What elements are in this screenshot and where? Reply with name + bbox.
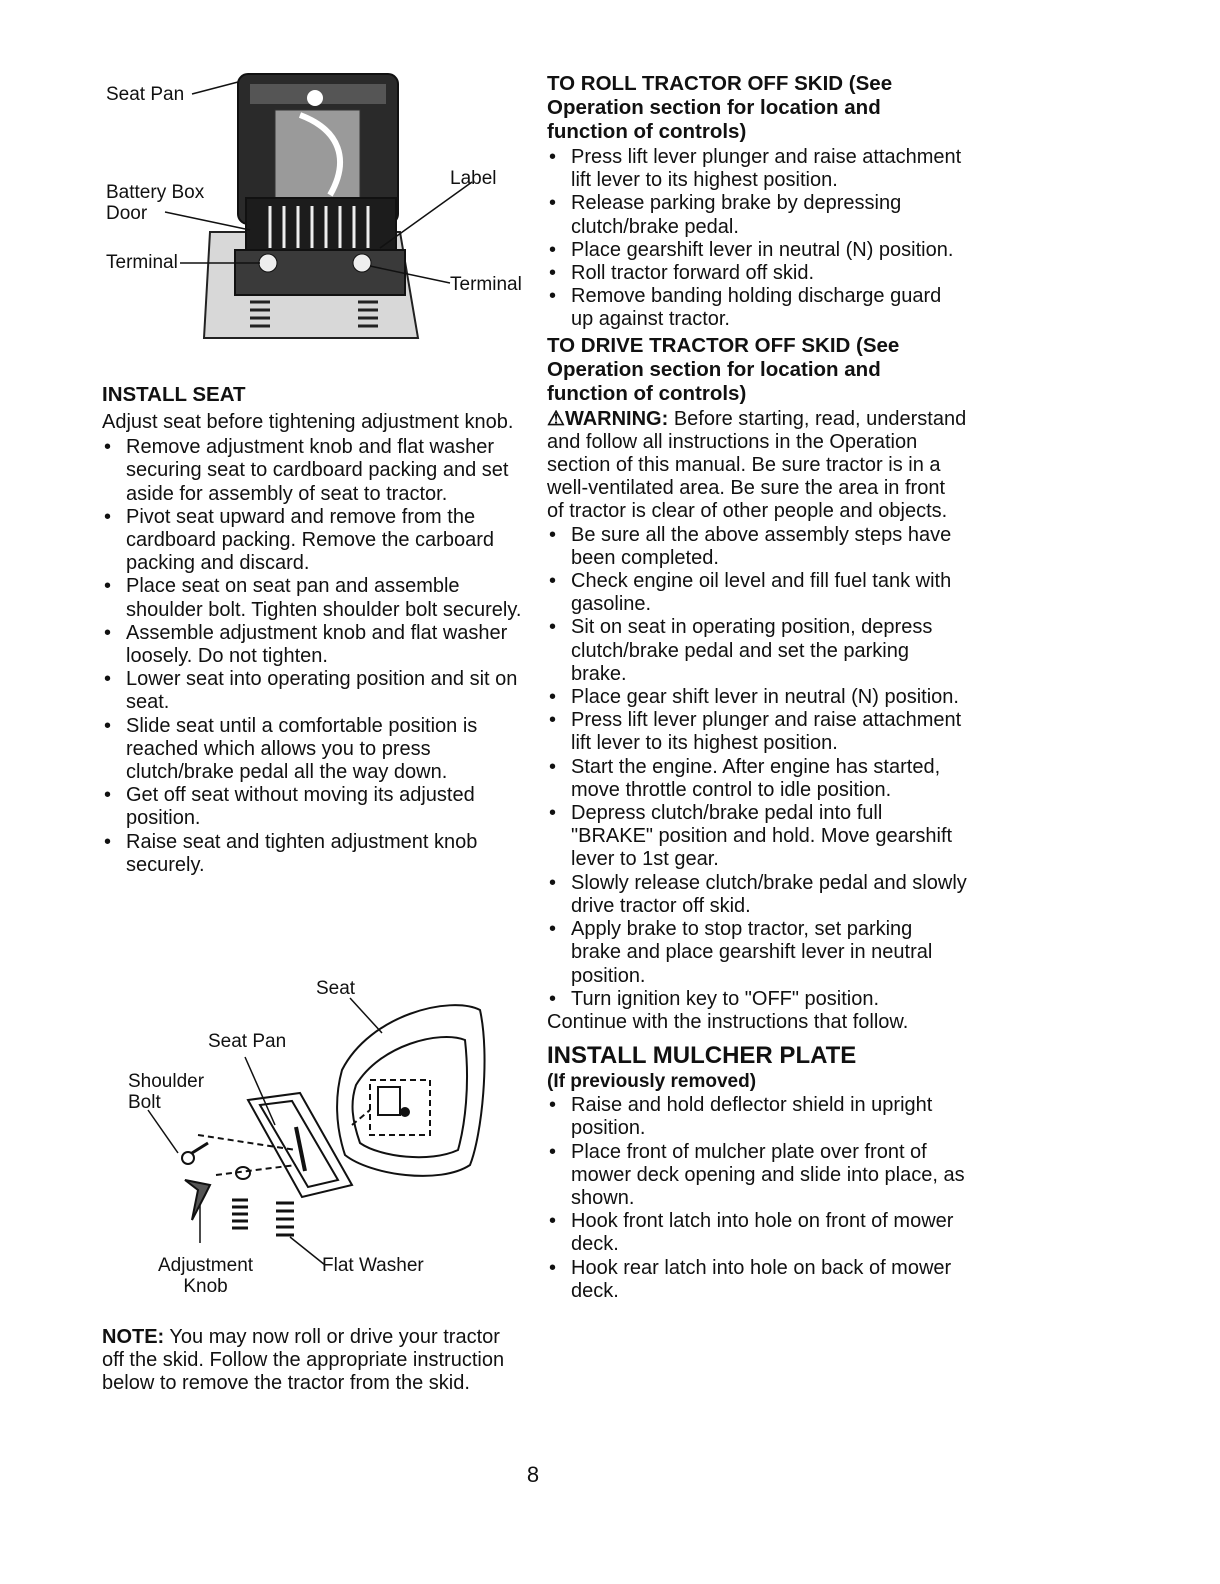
note-paragraph [102,1326,522,1396]
label-adjustment-knob-line1: Adjustment [158,1255,254,1276]
list-item: • Slowly release clutch/brake pedal and slowly drive tractor off skid. [547,872,967,918]
list-item: • Start the engine. After engine has started, move throttle control to idle position. [547,756,967,802]
label-adjustment-knob [158,1255,253,1297]
list-item: • Place gearshift lever in neutral (N) position. [547,239,967,262]
roll-off-title [547,72,967,144]
mulcher-title: INSTALL MULCHER PLATE [547,1042,857,1070]
label-seat-pan: Seat Pan [106,84,185,105]
label-shoulder-bolt [128,1071,204,1113]
warning-label: WARNING: [564,407,669,430]
label-battery-box-door [106,182,204,224]
list-item: • Hook front latch into hole on front of mower deck. [547,1210,967,1256]
drive-off-title-line2: Operation section for location and [547,357,881,381]
drive-off-title-line1: TO DRIVE TRACTOR OFF SKID (See [547,333,900,357]
list-item: • Place gear shift lever in neutral (N) position. [547,686,967,709]
list-item: • Pivot seat upward and remove from the cardboard packing. Remove the carboard packing and discard. [102,506,526,576]
label-terminal-left: Terminal [106,252,178,273]
list-item: • Slide seat until a comfortable position is reached which allows you to press clutch/brake pedal all the way down. [102,715,526,785]
roll-off-title-line2: Operation section for location and [547,96,881,119]
battery-figure [100,70,530,345]
list-item: • Hook rear latch into hole on back of mower deck. [547,1257,967,1303]
list-item: • Press lift lever plunger and raise attachment lift lever to its highest position. [547,146,967,192]
install-seat-title: INSTALL SEAT [102,383,246,406]
roll-off-steps [547,146,967,332]
mulcher-steps [547,1094,967,1303]
list-item: • Apply brake to stop tractor, set parking brake and place gearshift lever in neutral position. [547,918,967,988]
label-battery-box-door-line2: Door [106,203,148,224]
install-seat-steps [102,436,526,877]
roll-off-title-line1: TO ROLL TRACTOR OFF SKID (See [547,72,893,95]
seat-figure [120,975,520,1305]
label-battery-box-door-line1: Battery Box [106,182,205,203]
list-item: • Roll tractor forward off skid. [547,262,967,285]
install-seat-section [102,383,526,877]
drive-off-steps [547,524,967,1011]
list-item: • Place front of mulcher plate over front of mower deck opening and slide into place, as shown. [547,1141,967,1211]
label-adjustment-knob-line2: Knob [183,1276,228,1297]
list-item: • Remove banding holding discharge guard up against tractor. [547,285,967,331]
label-flat-washer: Flat Washer [322,1255,424,1276]
warning-icon: ⚠ [547,407,565,430]
list-item: • Get off seat without moving its adjusted position. [102,784,526,830]
list-item: • Turn ignition key to "OFF" position. [547,988,967,1011]
list-item: • Raise seat and tighten adjustment knob securely. [102,831,526,877]
list-item: • Check engine oil level and fill fuel tank with gasoline. [547,570,967,616]
warning-text: Before starting, read, understand and follow all instructions in the Operation section of this manual. Be sure tractor is in a well-ventilated area. Be sure the area in front of tractor is clear of other people and objects. [547,407,967,523]
label-shoulder-bolt-line1: Shoulder [128,1071,205,1092]
mulcher-subtitle: (If previously removed) [547,1071,757,1093]
label-label: Label [450,168,497,189]
list-item: • Place seat on seat pan and assemble shoulder bolt. Tighten shoulder bolt securely. [102,575,526,621]
label-seat-pan: Seat Pan [208,1031,287,1052]
label-shoulder-bolt-line2: Bolt [128,1092,161,1113]
list-item: • Press lift lever plunger and raise attachment lift lever to its highest position. [547,709,967,755]
roll-off-title-line3: function of controls) [547,120,747,143]
drive-off-title [547,334,967,406]
list-item: • Remove adjustment knob and flat washer securing seat to cardboard packing and set aside for assembly of seat to tractor. [102,436,526,506]
warning-paragraph [547,408,967,524]
right-column [547,72,967,1303]
list-item: • Lower seat into operating position and sit on seat. [102,668,526,714]
page-number: 8 [526,1462,540,1487]
note-label: NOTE: [102,1326,165,1348]
list-item: • Depress clutch/brake pedal into full "BRAKE" position and hold. Move gearshift lever to 1st gear. [547,802,967,872]
continue-text: Continue with the instructions that follow. [547,1010,909,1033]
list-item: • Sit on seat in operating position, depress clutch/brake pedal and set the parking brake. [547,616,967,686]
label-terminal-right: Terminal [450,274,522,295]
install-seat-intro: Adjust seat before tightening adjustment knob. [102,411,514,433]
label-seat: Seat [316,978,356,999]
list-item: • Assemble adjustment knob and flat washer loosely. Do not tighten. [102,622,526,668]
note-text: You may now roll or drive your tractor off the skid. Follow the appropriate instruction below to remove the tractor from the skid. [102,1326,505,1395]
drive-off-title-line3: function of controls) [547,381,747,405]
list-item: • Release parking brake by depressing clutch/brake pedal. [547,192,967,238]
list-item: • Be sure all the above assembly steps have been completed. [547,524,967,570]
list-item: • Raise and hold deflector shield in upright position. [547,1094,967,1140]
